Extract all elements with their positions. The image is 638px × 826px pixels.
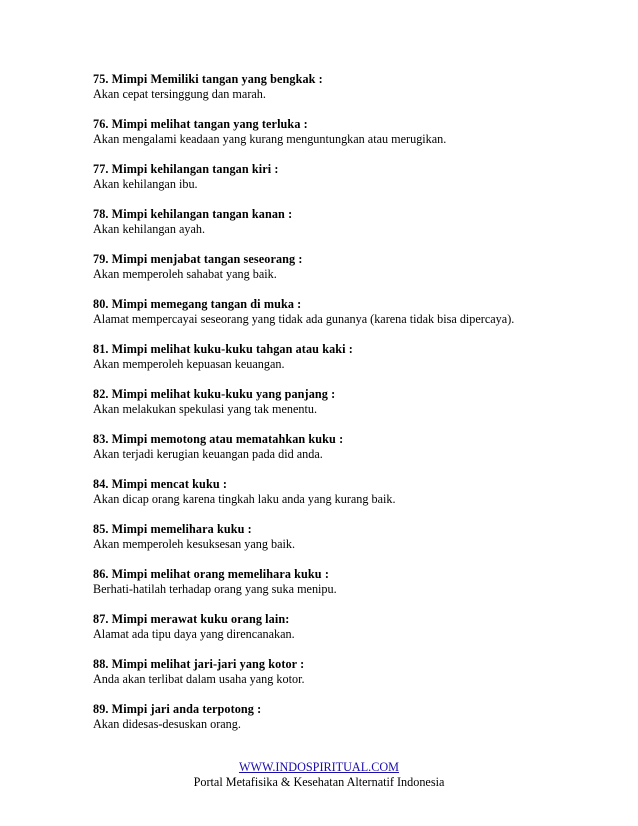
entry-title: 75. Mimpi Memiliki tangan yang bengkak : bbox=[93, 72, 323, 86]
website-link[interactable]: WWW.INDOSPIRITUAL.COM bbox=[238, 760, 399, 774]
entry-description: Akan dicap orang karena tingkah laku anda yang kurang baik. bbox=[93, 492, 396, 506]
entry-description: Akan melakukan spekulasi yang tak menentu. bbox=[93, 402, 318, 416]
entry-description: Akan terjadi kerugian keuangan pada did anda. bbox=[93, 447, 323, 461]
entry-description: Akan memperoleh kesuksesan yang baik. bbox=[93, 537, 296, 551]
entry-description: Anda akan terlibat dalam usaha yang kotor. bbox=[93, 672, 305, 686]
dream-entry-87 bbox=[93, 612, 573, 642]
entry-title: 87. Mimpi merawat kuku orang lain: bbox=[93, 612, 290, 626]
dream-entry-76 bbox=[93, 117, 573, 147]
dream-entry-75 bbox=[93, 72, 573, 102]
dream-entry-82 bbox=[93, 387, 573, 417]
entry-description: Akan kehilangan ayah. bbox=[93, 222, 206, 236]
entry-description: Akan cepat tersinggung dan marah. bbox=[93, 87, 266, 101]
document-body bbox=[93, 72, 573, 747]
entry-description: Berhati-hatilah terhadap orang yang suka menipu. bbox=[93, 582, 337, 596]
entry-description: Alamat ada tipu daya yang direncanakan. bbox=[93, 627, 295, 641]
entry-title: 89. Mimpi jari anda terpotong : bbox=[93, 702, 262, 716]
dream-entry-89 bbox=[93, 702, 573, 732]
entry-title: 84. Mimpi mencat kuku : bbox=[93, 477, 227, 491]
entry-description: Akan memperoleh sahabat yang baik. bbox=[93, 267, 277, 281]
dream-entry-84 bbox=[93, 477, 573, 507]
entry-title: 86. Mimpi melihat orang memelihara kuku : bbox=[93, 567, 329, 581]
entry-title: 77. Mimpi kehilangan tangan kiri : bbox=[93, 162, 279, 176]
page-footer bbox=[0, 760, 638, 790]
footer-subtitle: Portal Metafisika & Kesehatan Alternatif Indonesia bbox=[193, 775, 445, 789]
entry-title: 82. Mimpi melihat kuku-kuku yang panjang : bbox=[93, 387, 336, 401]
entry-description: Akan memperoleh kepuasan keuangan. bbox=[93, 357, 285, 371]
dream-entry-83 bbox=[93, 432, 573, 462]
entry-title: 79. Mimpi menjabat tangan seseorang : bbox=[93, 252, 303, 266]
dream-entry-85 bbox=[93, 522, 573, 552]
dream-entry-88 bbox=[93, 657, 573, 687]
dream-entry-86 bbox=[93, 567, 573, 597]
entry-title: 78. Mimpi kehilangan tangan kanan : bbox=[93, 207, 293, 221]
entry-description: Akan kehilangan ibu. bbox=[93, 177, 198, 191]
dream-entry-78 bbox=[93, 207, 573, 237]
entry-title: 76. Mimpi melihat tangan yang terluka : bbox=[93, 117, 308, 131]
entry-title: 85. Mimpi memelihara kuku : bbox=[93, 522, 252, 536]
entry-title: 88. Mimpi melihat jari-jari yang kotor : bbox=[93, 657, 305, 671]
entry-description: Alamat mempercayai seseorang yang tidak ada gunanya (karena tidak bisa dipercaya). bbox=[93, 312, 515, 326]
dream-entry-79 bbox=[93, 252, 573, 282]
entry-description: Akan mengalami keadaan yang kurang menguntungkan atau merugikan. bbox=[93, 132, 447, 146]
dream-entry-81 bbox=[93, 342, 573, 372]
entry-description: Akan didesas-desuskan orang. bbox=[93, 717, 241, 731]
entry-title: 80. Mimpi memegang tangan di muka : bbox=[93, 297, 302, 311]
dream-entry-80 bbox=[93, 297, 573, 327]
entry-title: 81. Mimpi melihat kuku-kuku tahgan atau kaki : bbox=[93, 342, 353, 356]
dream-entry-77 bbox=[93, 162, 573, 192]
entry-title: 83. Mimpi memotong atau mematahkan kuku : bbox=[93, 432, 344, 446]
